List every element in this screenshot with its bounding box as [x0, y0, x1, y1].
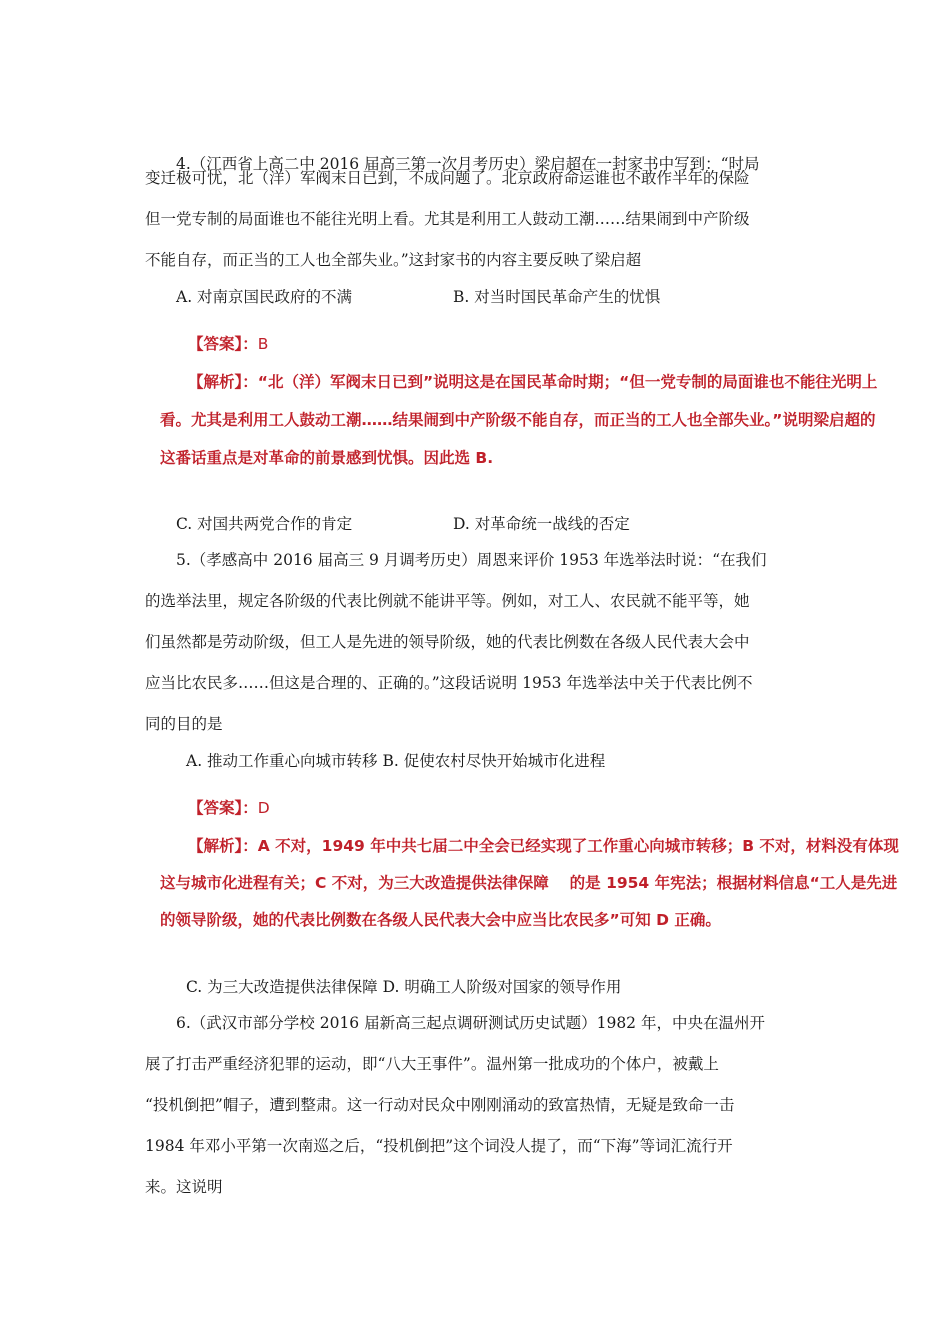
- answer-label: 【答案】：: [188, 335, 258, 353]
- q4-explanation-line-1: [188, 372, 877, 392]
- q5-explanation-line-3: 的领导阶级，她的代表比例数在各级人民代表大会中应当比农民多”可知 D 正确。: [160, 911, 721, 929]
- q4-option-c: C. 对国共两党合作的肯定: [176, 515, 353, 533]
- q5-options-cd: C. 为三大改造提供法律保障 D. 明确工人阶级对国家的领导作用: [186, 978, 622, 996]
- q5-explanation-line-1: [188, 836, 899, 856]
- q4-stem-line-4: 不能自存，而正当的工人也全部失业。”这封家书的内容主要反映了梁启超: [145, 251, 642, 269]
- q6-stem-line-4: 1984 年邓小平第一次南巡之后，“投机倒把”这个词没人提了，而“下海”等词汇流行开: [145, 1137, 733, 1155]
- q6-stem-line-2: 展了打击严重经济犯罪的运动，即“八大王事件”。温州第一批成功的个体户，被戴上: [145, 1055, 719, 1073]
- q4-stem-line-1: 4.（江西省上高二中 2016 届高三第一次月考历史）梁启超在一封家书中写到：“时局: [176, 155, 760, 173]
- q6-stem-line-5: 来。这说明: [145, 1178, 223, 1196]
- q5-options-ab: A. 推动工作重心向城市转移 B. 促使农村尽快开始城市化进程: [186, 752, 606, 770]
- q4-stem-line-2: 变迁极可忧，北（洋）军阀末日已到，不成问题了。北京政府命运谁也不敢作半年的保险: [145, 169, 750, 187]
- answer-label: 【答案】：: [188, 799, 258, 817]
- q4-option-a: A. 对南京国民政府的不满: [176, 288, 353, 306]
- explanation-label: 【解析】：: [188, 373, 258, 391]
- answer-value: D: [257, 799, 270, 817]
- q5-stem-line-1: 5.（孝感高中 2016 届高三 9 月调考历史）周恩来评价 1953 年选举法时说：“在我们: [176, 551, 767, 569]
- q5-explanation-line-2: 这与城市化进程有关；C 不对，为三大改造提供法律保障 的是 1954 年宪法；根据材料信息“工人是先进: [160, 874, 898, 892]
- q5-stem-line-2: 的选举法里，规定各阶级的代表比例就不能讲平等。例如，对工人、农民就不能平等，她: [145, 592, 750, 610]
- q4-option-d: D. 对革命统一战线的否定: [453, 515, 630, 533]
- explanation-text: “北（洋）军阀末日已到”说明这是在国民革命时期；“但一党专制的局面谁也不能往光明上: [257, 373, 878, 391]
- q5-stem-line-4: 应当比农民多……但这是合理的、正确的。”这段话说明 1953 年选举法中关于代表比例不: [145, 674, 753, 692]
- q4-explanation-line-2: 看。尤其是利用工人鼓动工潮……结果闹到中产阶级不能自存，而正当的工人也全部失业。”说明梁启超的: [160, 411, 876, 429]
- explanation-label: 【解析】：: [188, 837, 258, 855]
- q6-stem-line-1: 6.（武汉市部分学校 2016 届新高三起点调研测试历史试题）1982 年，中央在温州开: [176, 1014, 765, 1032]
- q4-explanation-line-3: 这番话重点是对革命的前景感到忧惧。因此选 B.: [160, 449, 494, 467]
- q6-stem-line-3: “投机倒把”帽子，遭到整肃。这一行动对民众中刚刚涌动的致富热情，无疑是致命一击: [145, 1096, 735, 1114]
- q4-option-b: B. 对当时国民革命产生的忧惧: [453, 288, 661, 306]
- q5-stem-line-3: 们虽然都是劳动阶级，但工人是先进的领导阶级，她的代表比例数在各级人民代表大会中: [145, 633, 750, 651]
- q4-stem-line-3: 但一党专制的局面谁也不能往光明上看。尤其是利用工人鼓动工潮……结果闹到中产阶级: [145, 210, 750, 228]
- q4-answer: [188, 334, 268, 354]
- explanation-text: A 不对，1949 年中共七届二中全会已经实现了工作重心向城市转移；B 不对，材料没有体现: [257, 837, 899, 855]
- q5-answer: [188, 798, 270, 818]
- q5-stem-line-5: 同的目的是: [145, 715, 223, 733]
- answer-value: B: [257, 335, 269, 353]
